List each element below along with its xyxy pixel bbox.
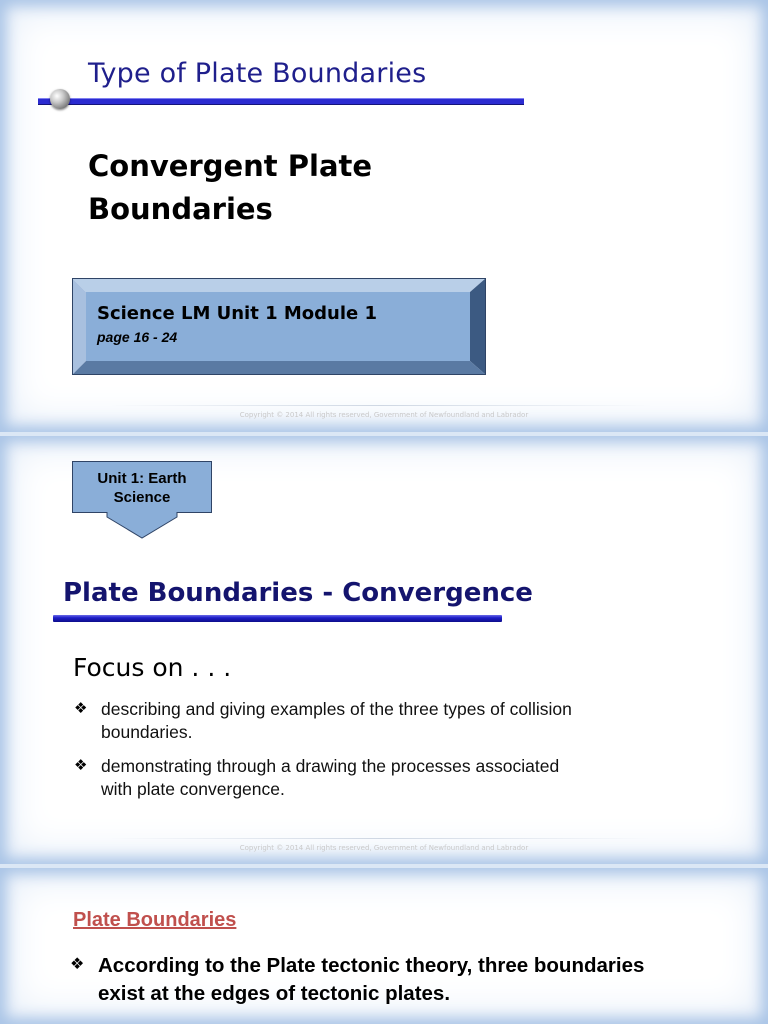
list-item bbox=[74, 698, 574, 744]
focus-list bbox=[74, 698, 574, 812]
slide-1-subtitle: Convergent Plate Boundaries bbox=[88, 149, 373, 226]
diamond-bullet-icon: ❖ bbox=[74, 699, 88, 717]
reference-box-pages: page 16 - 24 bbox=[97, 329, 178, 345]
reference-box-title: Science LM Unit 1 Module 1 bbox=[97, 303, 378, 324]
title-underline bbox=[53, 615, 502, 622]
copyright-notice: Copyright © 2014 All rights reserved, Government of Newfoundland and Labrador bbox=[239, 844, 529, 852]
slide-2-title: Plate Boundaries - Convergence bbox=[63, 578, 533, 608]
slider-knob-icon bbox=[50, 89, 70, 109]
unit-tag-label: Unit 1: Earth Science bbox=[97, 470, 187, 506]
slide-3-heading: Plate Boundaries bbox=[73, 909, 237, 931]
diamond-bullet-icon: ❖ bbox=[74, 756, 88, 774]
unit-tag bbox=[72, 461, 212, 541]
slide-1-title: Type of Plate Boundaries bbox=[88, 58, 427, 89]
footer-divider bbox=[110, 405, 650, 406]
copyright-notice: Copyright © 2014 All rights reserved, Government of Newfoundland and Labrador bbox=[239, 411, 529, 419]
focus-heading: Focus on . . . bbox=[73, 653, 232, 682]
reference-box bbox=[72, 278, 486, 375]
list-item-text: According to the Plate tectonic theory, three boundaries exist at the edges of tectonic plates. bbox=[98, 954, 645, 1005]
bevel-frame bbox=[72, 278, 486, 375]
footer-divider bbox=[110, 838, 650, 839]
slide-2 bbox=[0, 436, 768, 864]
slide-1 bbox=[0, 0, 768, 432]
slide-3 bbox=[0, 868, 768, 1024]
list-item-text: describing and giving examples of the three types of collision boundaries. bbox=[101, 699, 572, 742]
diamond-bullet-icon: ❖ bbox=[70, 954, 85, 973]
list-item bbox=[70, 952, 660, 1008]
title-underline bbox=[38, 98, 524, 105]
list-item-text: demonstrating through a drawing the processes associated with plate convergence. bbox=[101, 756, 560, 799]
list-item bbox=[74, 755, 574, 801]
